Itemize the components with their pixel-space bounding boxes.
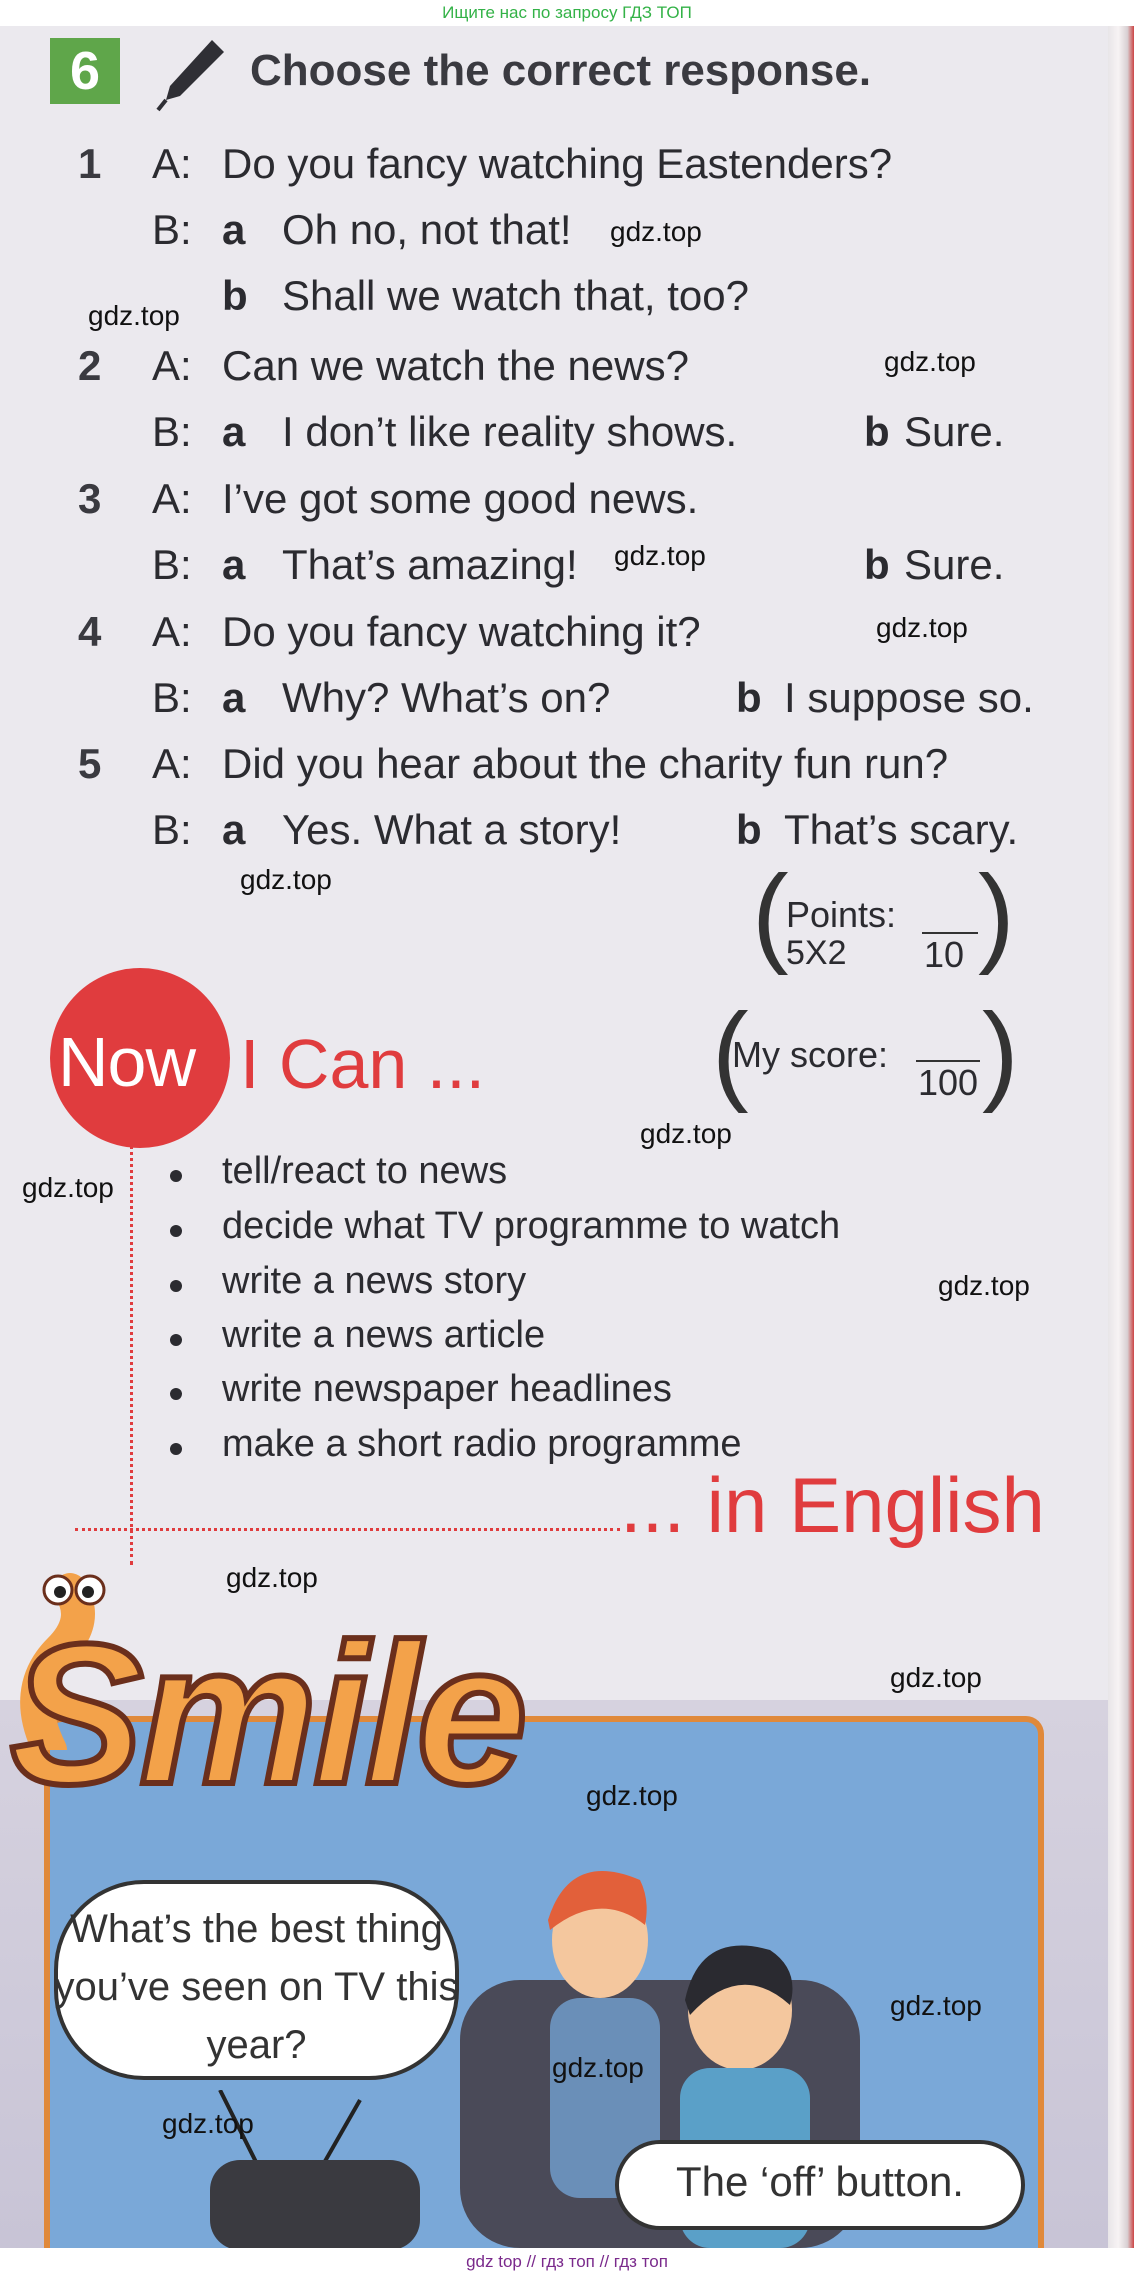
bullet-icon bbox=[170, 1388, 182, 1400]
option-b-letter: b bbox=[864, 408, 890, 455]
speaker-a-label: A: bbox=[152, 608, 192, 655]
speaker-a-label: A: bbox=[152, 475, 192, 522]
now-label: Now bbox=[58, 1023, 196, 1101]
watermark: gdz.top bbox=[552, 2052, 644, 2083]
speaker-b-label: B: bbox=[152, 541, 192, 588]
question-text: I’ve got some good news. bbox=[222, 475, 699, 522]
score-fraction-line bbox=[916, 1060, 980, 1062]
option-a-text: That’s amazing! bbox=[282, 541, 578, 588]
question-text: Can we watch the news? bbox=[222, 342, 689, 389]
bullet-icon bbox=[170, 1170, 182, 1182]
speaker-b-label: B: bbox=[152, 674, 192, 721]
speaker-a-label: A: bbox=[152, 140, 192, 187]
question-text: Do you fancy watching it? bbox=[222, 608, 701, 655]
watermark: gdz.top bbox=[226, 1562, 318, 1593]
bullet-icon bbox=[170, 1334, 182, 1346]
question-text: Do you fancy watching Eastenders? bbox=[222, 140, 893, 187]
question-number: 2 bbox=[78, 342, 102, 389]
dotted-divider-vertical bbox=[130, 1145, 133, 1565]
smile-logo: Smile bbox=[10, 1603, 524, 1826]
option-b-text: Sure. bbox=[904, 541, 1005, 588]
points-total: 10 bbox=[924, 934, 965, 975]
i-can-label: I Can ... bbox=[240, 1025, 486, 1103]
in-english-label: ... in English bbox=[620, 1461, 1045, 1549]
score-box bbox=[712, 991, 1019, 1124]
option-a-text: I don’t like reality shows. bbox=[282, 408, 738, 455]
can-do-item: tell/react to news bbox=[222, 1150, 508, 1192]
question-number: 5 bbox=[78, 740, 102, 787]
left-paren: ( bbox=[712, 991, 749, 1114]
bullet-icon bbox=[170, 1443, 182, 1455]
speaker-a-label: A: bbox=[152, 342, 192, 389]
can-do-item: write newspaper headlines bbox=[222, 1368, 672, 1410]
speech-answer: The ‘off’ button. bbox=[676, 2158, 964, 2205]
watermark: gdz.top bbox=[586, 1780, 678, 1811]
can-do-item: make a short radio programme bbox=[222, 1423, 742, 1465]
can-do-item: write a news story bbox=[222, 1260, 527, 1302]
speaker-b-label: B: bbox=[152, 408, 192, 455]
watermark: gdz.top bbox=[890, 1662, 982, 1693]
watermark: gdz.top bbox=[22, 1172, 114, 1203]
speaker-a-label: A: bbox=[152, 740, 192, 787]
option-a-letter: a bbox=[222, 408, 246, 455]
bottom-banner[interactable]: gdz top // гдз топ // гдз топ bbox=[0, 2248, 1134, 2276]
watermark: gdz.top bbox=[614, 540, 706, 571]
option-b-text: Sure. bbox=[904, 408, 1005, 455]
watermark: gdz.top bbox=[884, 346, 976, 377]
right-paren: ) bbox=[978, 853, 1015, 976]
option-a-letter: a bbox=[222, 674, 246, 721]
speaker-b-label: B: bbox=[152, 806, 192, 853]
can-do-item: write a news article bbox=[222, 1314, 546, 1356]
top-banner[interactable]: Ищите нас по запросу ГДЗ ТОП bbox=[0, 0, 1134, 26]
pen-icon bbox=[150, 34, 230, 114]
watermark: gdz.top bbox=[890, 1990, 982, 2021]
speech-question: What’s the best thing you’ve seen on TV this year? bbox=[54, 1907, 459, 2067]
score-label: My score: bbox=[732, 1034, 889, 1075]
dotted-divider-horizontal bbox=[75, 1528, 620, 1531]
watermark: gdz.top bbox=[640, 1118, 732, 1149]
option-b-letter: b bbox=[736, 674, 762, 721]
option-a-text: Oh no, not that! bbox=[282, 206, 572, 253]
option-b-text: That’s scary. bbox=[784, 806, 1019, 853]
option-a-letter: a bbox=[222, 541, 246, 588]
watermark: gdz.top bbox=[88, 300, 180, 331]
watermark: gdz.top bbox=[610, 216, 702, 247]
page-edge bbox=[1108, 26, 1134, 2248]
left-paren: ( bbox=[752, 853, 789, 976]
option-a-letter: a bbox=[222, 206, 246, 253]
option-b-text: I suppose so. bbox=[784, 674, 1034, 721]
question-number: 3 bbox=[78, 475, 102, 522]
question-text: Did you hear about the charity fun run? bbox=[222, 740, 949, 787]
exercise-number: 6 bbox=[50, 38, 120, 104]
points-label: Points: bbox=[786, 894, 897, 935]
score-total: 100 bbox=[918, 1062, 979, 1103]
right-paren: ) bbox=[982, 991, 1019, 1114]
points-box bbox=[752, 853, 1015, 980]
speaker-b-label: B: bbox=[152, 206, 192, 253]
option-b-letter: b bbox=[736, 806, 762, 853]
points-calc: 5X2 bbox=[786, 934, 847, 972]
question-number: 1 bbox=[78, 140, 102, 187]
bullet-icon bbox=[170, 1280, 182, 1292]
bullet-icon bbox=[170, 1225, 182, 1237]
question-number: 4 bbox=[78, 608, 102, 655]
option-a-text: Why? What’s on? bbox=[282, 674, 611, 721]
exercise-title: Choose the correct response. bbox=[250, 46, 872, 95]
watermark: gdz.top bbox=[938, 1270, 1030, 1301]
option-b-letter: b bbox=[222, 272, 248, 319]
option-a-text: Yes. What a story! bbox=[282, 806, 622, 853]
watermark: gdz.top bbox=[240, 864, 332, 895]
option-b-text: Shall we watch that, too? bbox=[282, 272, 749, 319]
watermark: gdz.top bbox=[876, 612, 968, 643]
option-b-letter: b bbox=[864, 541, 890, 588]
points-fraction-line bbox=[922, 932, 978, 934]
can-do-item: decide what TV programme to watch bbox=[222, 1205, 841, 1247]
option-a-letter: a bbox=[222, 806, 246, 853]
watermark: gdz.top bbox=[162, 2108, 254, 2139]
